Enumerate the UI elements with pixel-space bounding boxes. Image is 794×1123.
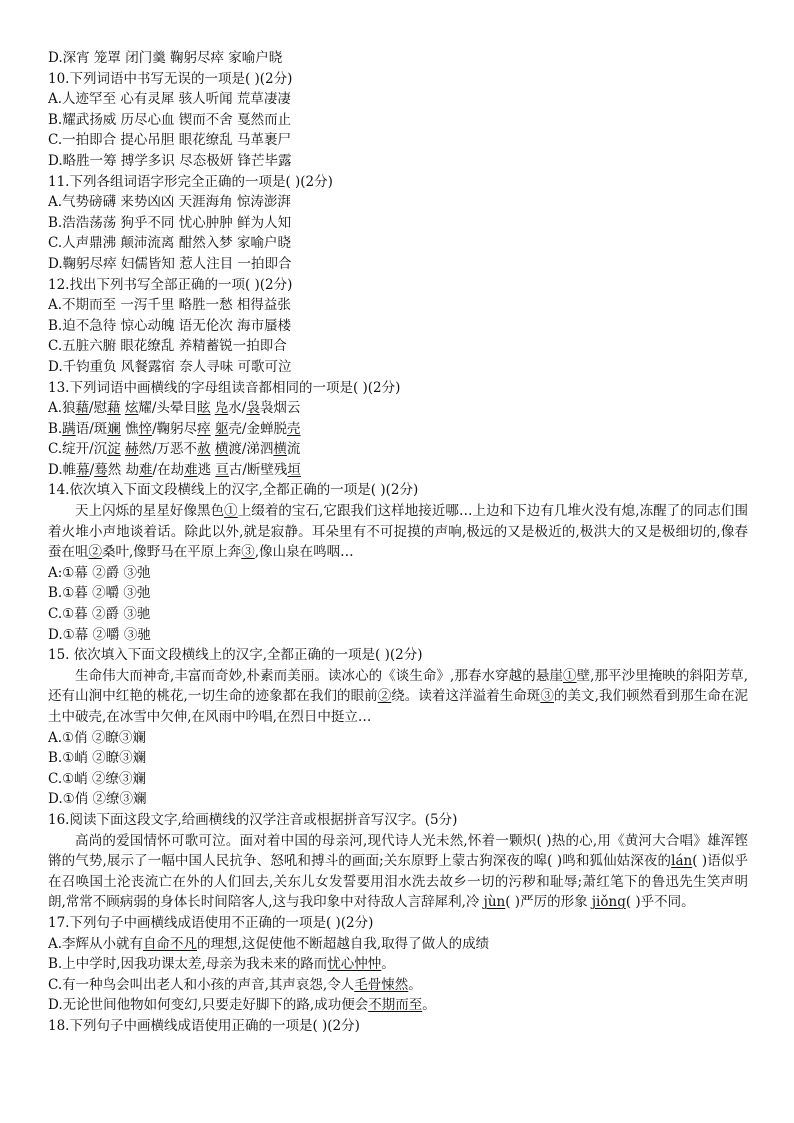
text-line (48, 934, 748, 955)
underlined-text: 蹒 (62, 420, 76, 437)
text-segment: 然 劫 (107, 461, 139, 478)
underlined-text: 藉 (75, 400, 90, 417)
text-segment: 。 (408, 976, 422, 993)
text-line (48, 151, 748, 172)
text-segment: A.不期而至 一泻千里 略胜一愁 相得益张 (48, 297, 291, 314)
text-line (48, 89, 748, 110)
underlined-text: 淀 (107, 441, 121, 458)
text-segment: 14.依次填入下面文段横线上的汉字,全都正确的一项是( )(2分) (48, 482, 419, 499)
text-line (48, 336, 748, 357)
text-line (48, 69, 748, 90)
text-segment: B.浩浩荡荡 狗乎不同 忧心肿肿 鲜为人知 (48, 214, 292, 231)
text-segment: ( )语似乎在召唤国土沦丧流亡在外的人们回去,关东儿女发誓要用泪水洗去故乡一切的污秽和耻辱;萧红笔下的鲁迅先生笑声明朗,常常不顾病弱的身体长时间陪客人,这与我印象中对待敌人言辞犀利,冷 (48, 853, 749, 911)
underlined-text: 赦 (197, 441, 211, 458)
text-segment: 。 (422, 997, 436, 1014)
underlined-text: 壳 (287, 420, 301, 437)
exam-page (48, 48, 748, 1037)
text-segment: 天上闪烁的星星好像黑色 (75, 503, 225, 520)
text-segment: 13.下列词语中画横线的字母组读音都相同的一项是( )(2分) (48, 379, 401, 396)
text-line (48, 439, 748, 460)
text-segment: 12.找出下列书写全部正确的一项( )(2分) (48, 276, 293, 293)
text-segment: 上缀着的宝石,它跟我们这样地接近哪…上边和下边有几堆火没有熄,冻醒了的同志们围着火堆小声地谈着话。除此以外,就是寂静。耳朵里有不可捉摸的声响,极远的又是极近的,极洪大的又是极细切的,像春蚕在咀 (48, 503, 748, 561)
text-line (48, 975, 748, 996)
underlined-text: lán (671, 853, 693, 870)
text-segment: C.有一种鸟会叫出老人和小孩的声音,其声哀怨,令人 (48, 976, 355, 993)
underlined-text: ② (88, 544, 102, 561)
text-segment: C.绽开/沉 (48, 441, 108, 458)
underlined-text: jùn (483, 894, 506, 911)
underlined-text: 斓 (107, 420, 121, 437)
text-line (48, 645, 748, 666)
underlined-text: ② (377, 688, 392, 705)
text-segment: A.李辉从小就有 (48, 935, 144, 952)
text-segment: C.①暮 ②爵 ③驰 (48, 606, 151, 623)
text-segment: D.略胜一筹 搏学多识 尽态极妍 锋芒毕露 (48, 152, 292, 169)
text-line (48, 913, 748, 934)
text-segment: D.千钧重负 风餐露宿 奈人寻味 可歌可泣 (48, 358, 292, 375)
text-segment: 壁,那平沙里掩映的斜阳芳草,还有山涧中红艳的桃花,一切生命的迹象都在我们的眼前 (48, 667, 748, 705)
underlined-text: 难 (139, 461, 153, 478)
text-segment: A.人迹罕至 心有灵犀 骇人听闻 荒草凄凄 (48, 91, 291, 108)
text-line (48, 769, 748, 790)
underlined-text: 毛骨悚然 (354, 976, 409, 993)
text-line (48, 295, 748, 316)
text-segment: ( )严厉的形象 (505, 894, 592, 911)
text-line (48, 254, 748, 275)
text-segment: C.一拍即合 提心吊胆 眼花缭乱 马革裹尸 (48, 132, 292, 149)
text-line (48, 625, 748, 646)
text-line (48, 316, 748, 337)
text-segment: B.上中学时,因我功课太差,母亲为我未来的路而 (48, 956, 328, 973)
text-line (48, 789, 748, 810)
text-segment: 流 (286, 441, 301, 458)
text-line (48, 192, 748, 213)
underlined-text: 横 (273, 441, 287, 458)
text-line (48, 995, 748, 1016)
text-segment: 袅烟云 (259, 400, 301, 417)
text-line (48, 398, 748, 419)
text-segment: 壳/金蝉脱 (228, 420, 287, 437)
text-segment: C.①峭 ②缭③斓 (48, 770, 147, 787)
text-line (48, 748, 748, 769)
text-line (48, 378, 748, 399)
text-segment: 逃 (197, 461, 216, 478)
underlined-text: 躯 (214, 420, 229, 437)
text-segment: 16.阅读下面这段文字,给画横线的汉学注音或根据拼音写汉字。(5分) (48, 811, 458, 828)
text-segment: D.深宵 笼罩 闭门羹 鞠躬尽瘁 家喻户晓 (48, 50, 283, 66)
text-segment: 。 (381, 956, 395, 973)
text-segment: 桑叶,像野马在平原上奔 (102, 544, 242, 561)
text-segment: 渡/涕泗 (228, 441, 274, 458)
text-line (48, 213, 748, 234)
underlined-text: 藉 (107, 400, 121, 417)
text-segment: 绕。读着这洋溢着生命斑 (391, 688, 541, 705)
text-line (48, 954, 748, 975)
text-segment: A.①俏 ②瞭③斓 (48, 729, 146, 746)
text-segment: 古/断壁残 (228, 461, 288, 478)
text-segment: D.①俏 ②缭③斓 (48, 791, 147, 808)
text-segment: 生命伟大而神奇,丰富而奇妙,朴素而美丽。读冰心的《谈生命》,那春水穿越的悬崖 (75, 667, 563, 684)
text-segment: D.①幕 ②嚼 ③驰 (48, 626, 151, 643)
underlined-text: ① (562, 667, 577, 684)
text-segment: D.无论世间他物如何变幻,只要走好脚下的路,成功便会 (48, 997, 369, 1014)
passage-paragraph (48, 831, 748, 913)
underlined-text: 幕 (76, 461, 90, 478)
text-segment: B.迫不急待 惊心动魄 语无伦次 海市蜃楼 (48, 317, 292, 334)
text-line (48, 460, 748, 481)
underlined-text: 难 (184, 461, 198, 478)
passage-paragraph (48, 666, 748, 728)
underlined-text: ③ (241, 544, 255, 561)
text-segment: D.帷 (48, 461, 77, 478)
text-segment: D.鞠躬尽瘁 妇儒皆知 惹人注目 一拍即合 (48, 255, 292, 272)
underlined-text: 不期而至 (368, 997, 423, 1014)
underlined-text: 横 (214, 441, 229, 458)
text-line (48, 728, 748, 749)
text-segment: /在劫 (152, 461, 185, 478)
text-segment: 的理想,这促使他不断超越自我,取得了做人的成绩 (197, 935, 490, 952)
text-line (48, 419, 748, 440)
text-segment: /鞠躬尽 (152, 420, 198, 437)
text-segment: 语/斑 (75, 420, 108, 437)
text-line (48, 1016, 748, 1037)
text-line (48, 357, 748, 378)
text-segment: 15. 依次填入下面文段横线上的汉字,全都正确的一项是( )(2分) (48, 647, 423, 664)
text-segment: / (89, 461, 95, 478)
text-segment: 然/万恶不 (138, 441, 198, 458)
text-segment: B.①暮 ②嚼 ③弛 (48, 585, 151, 602)
text-line (48, 583, 748, 604)
underlined-text: 炫 (124, 400, 139, 417)
underlined-text: 悴 (138, 420, 153, 437)
passage-paragraph (48, 501, 748, 563)
text-line (48, 563, 748, 584)
text-line (48, 130, 748, 151)
text-segment: /慰 (89, 400, 108, 417)
text-segment: C.人声鼎沸 颠沛流离 酣然入梦 家喻户晓 (48, 235, 292, 252)
text-segment: 18.下列句子中画横线成语使用正确的一项是( )(2分) (48, 1017, 360, 1034)
underlined-text: 袅 (246, 400, 260, 417)
underlined-text: ③ (540, 688, 554, 705)
text-line (48, 275, 748, 296)
text-segment: 水/ (228, 400, 247, 417)
underlined-text: 蓦 (94, 461, 108, 478)
text-segment: ( )乎不同。 (625, 894, 695, 911)
text-segment: 高尚的爱国情怀可歌可泣。面对着中国的母亲河,现代诗人光未然,怀着一颗炽( )热的心,用《黄河大合唱》雄浑铿锵的气势,展示了一幅中国人民抗争、怒吼和搏斗的画面;关东原野上蒙古狗深夜的嗥( )鸣和狐仙姑深夜的 (48, 832, 748, 870)
text-segment: A.狼 (48, 400, 76, 417)
text-segment: ,像山泉在鸣咽… (254, 544, 354, 561)
underlined-text: 亘 (215, 461, 229, 478)
text-segment: B.①峭 ②瞭③斓 (48, 750, 147, 767)
text-line (48, 810, 748, 831)
text-line (48, 233, 748, 254)
text-segment: A:①幕 ②爵 ③弛 (48, 564, 151, 581)
text-segment: B. (48, 420, 63, 437)
underlined-text: 眩 (196, 400, 211, 417)
text-segment: 耀/头晕目 (138, 400, 197, 417)
text-line (48, 110, 748, 131)
underlined-text: 瘁 (197, 420, 211, 437)
text-line (48, 604, 748, 625)
underlined-text: jiǒng (591, 894, 626, 911)
text-segment: C.五脏六腑 眼花缭乱 养精蓄锐一拍即合 (48, 338, 287, 355)
underlined-text: 凫 (214, 400, 229, 417)
underlined-text: 赫 (125, 441, 139, 458)
text-segment: B.耀武扬威 历尽心血 锲而不舍 戛然而止 (48, 111, 292, 128)
text-line (48, 172, 748, 193)
text-segment: 17.下列句子中画横线成语使用不正确的一项是( )(2分) (48, 914, 374, 931)
text-line (48, 48, 748, 69)
text-segment: 10.下列词语中书写无误的一项是( )(2分) (48, 70, 293, 87)
underlined-text: 忧心忡忡 (327, 956, 382, 973)
text-segment: 憔 (120, 420, 139, 437)
text-segment: 的美文,我们顿然看到那生命在泥土中破壳,在冰雪中欠伸,在风雨中吟唱,在烈日中挺立… (48, 688, 749, 725)
underlined-text: 垣 (287, 461, 301, 478)
underlined-text: 自命不凡 (143, 935, 198, 952)
text-segment: 11.下列各组词语字形完全正确的一项是( )(2分) (48, 173, 333, 190)
text-segment: A.气势磅礴 来势凶凶 天涯海角 惊涛澎湃 (48, 194, 291, 211)
underlined-text: ① (224, 503, 238, 520)
text-line (48, 480, 748, 501)
